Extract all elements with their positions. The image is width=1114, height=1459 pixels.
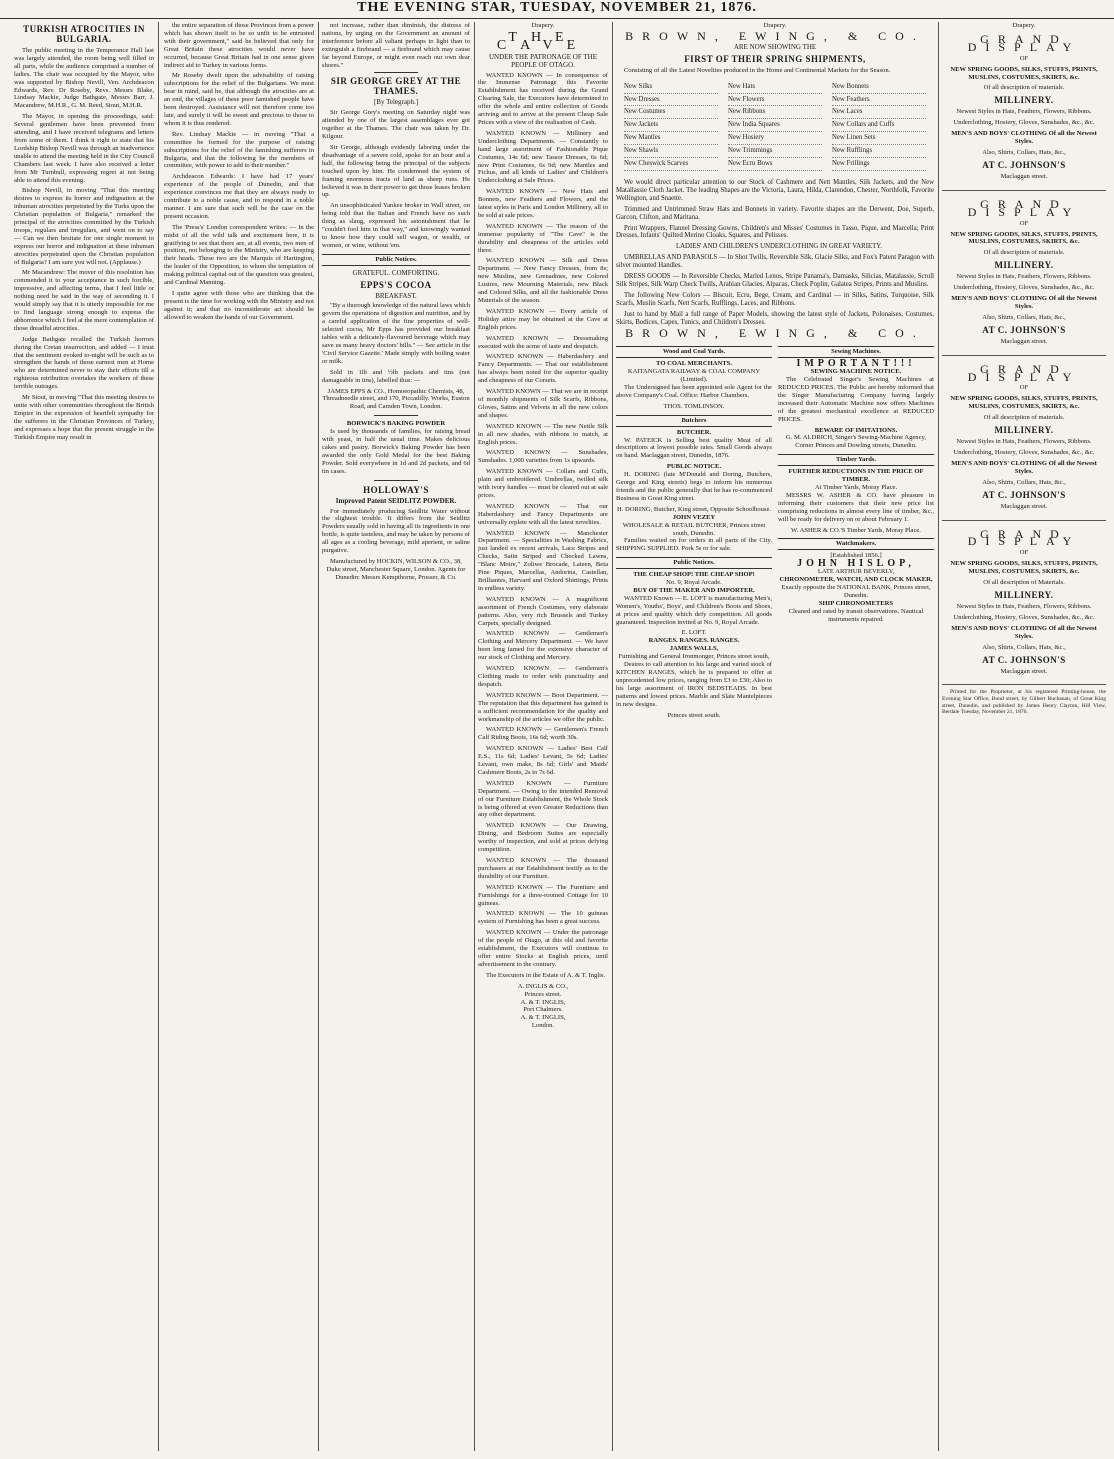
column-rule <box>474 22 475 1451</box>
ad-line: Newest Styles in Hats, Feathers, Flowers, Ribbons. <box>956 273 1092 281</box>
ad-goods: NEW SPRING GOODS, SILKS, STUFFS, PRINTS, MUSLINS, COSTUMES, SKIRTS, &c. <box>950 395 1098 411</box>
ad-body: The Undersigned has been appointed sole Agent for the above Company's Coal. Office: Harbor Chambers. <box>616 384 772 399</box>
section-header: Public Notices. <box>322 254 470 266</box>
list-item: New Hosiery <box>728 134 822 145</box>
column-sir-george-grey <box>322 22 470 1451</box>
executors-note: The Executors in the Estate of A. & T. Inglis. <box>486 971 606 979</box>
ad-line: Underclothing, Hosiery, Gloves, Sunshades, &c., &c. <box>953 613 1095 621</box>
ad-section-title: MILLINERY. <box>994 260 1054 271</box>
ad-goods: NEW SPRING GOODS, SILKS, STUFFS, PRINTS, MUSLINS, COSTUMES, SKIRTS, &c. <box>950 65 1098 81</box>
items-grid <box>624 83 926 171</box>
wanted-known-item: WANTED KNOWN — Under the patronage of the people of Otago, at this old and favorite establishment, the Executors will continue to offer entire Stocks at English prices, until advertisement to the contrary. <box>478 929 608 968</box>
section-header: Watchmakers. <box>778 538 934 550</box>
list-item: New Rufflings <box>832 147 926 158</box>
masthead: THE EVENING STAR, TUESDAY, NOVEMBER 21, 1876. <box>0 0 1114 19</box>
list-item: New Feathers <box>832 96 926 107</box>
wanted-known-item: WANTED KNOWN — New Hats and Bonnets, new Feathers and Flowers, and the latest styles in Paris and London Millinery, all to be sold at sale prices. <box>478 188 608 219</box>
column-rule <box>938 22 939 1451</box>
list-item: New Costumes <box>624 108 718 119</box>
list-item: New Laces <box>832 108 926 119</box>
signoff-line: Port Chalmers. <box>523 1006 563 1014</box>
ad-subtitle: BUY OF THE MAKER AND IMPORTER. <box>633 586 755 594</box>
article-paragraph: the entire separation of those Provinces from a power which has shown itself to be so unfit to be entrusted with their government," said he believed that only for Great Britain these atrocities would never have occurred, because Great Britain had in one sense given indirect aid to Turkey in various forms. <box>164 22 314 69</box>
section-header: Wood and Coal Yards. <box>616 346 772 358</box>
ad-of: OF <box>1019 384 1029 392</box>
holloway-ad <box>322 485 470 582</box>
ad-subtitle: UNDER THE PATRONAGE OF THE PEOPLE OF OTAGO. <box>489 52 597 69</box>
ad-title: IMPORTANT!!! <box>796 358 916 370</box>
ad-line: MEN'S AND BOYS' CLOTHING Of all the Newest Styles. <box>951 459 1097 475</box>
ad-of: OF <box>1019 219 1029 227</box>
category-label: Drapery. <box>763 22 787 29</box>
ad-subtitle: SEWING MACHINE NOTICE. <box>810 368 902 376</box>
ad-line: Newest Styles in Hats, Feathers, Flowers, Ribbons. <box>956 602 1092 610</box>
ad-line: Newest Styles in Hats, Feathers, Flowers, Ribbons. <box>956 108 1092 116</box>
ad-subtitle: ARE NOW SHOWING THE <box>733 42 817 51</box>
ad-of: OF <box>1019 549 1029 557</box>
signoff-line: A. & T. INGLIS, <box>520 1014 566 1022</box>
column-the-cave <box>478 22 608 1451</box>
wanted-known-item: WANTED KNOWN — Sunshades, Sunshades. 1,000 varieties from 1s upwards. <box>478 449 608 465</box>
wanted-known-item: WANTED KNOWN — Gentlemen's French Calf Riding Boots, 16s 6d; worth 30s. <box>478 726 608 742</box>
ad-title: THE CAVE <box>496 29 590 53</box>
wanted-known-item: WANTED KNOWN — Every article of Holiday attire may be obtained at the Cave at English prices. <box>478 307 608 331</box>
ad-body: For immediately producing Seidlitz Water without the slightest trouble. It differs from the Seidlitz Powders usually sold in having all its ingredients in one bottle, is quite tasteless, and may be taken by persons of all ages as a cooling beverage, mild aperient, or saline purgative. <box>322 507 470 555</box>
ad-body: The Celebrated Singer's Sewing Machines at REDUCED PRICES. The Public are hereby informed that the Singer Manufacturing Company having largely increased their Automatic Machine now offers Machines of the greatest mechanical excellence at REDUCED PRICES. <box>778 376 934 423</box>
printer-imprint: Printed for the Proprietor, at his registered Printing-house, the Evening Star Office, Bond street, by Gilbert Buchanan, of Great King street, Dunedin, and published by James Henry Clayton, Hill View, Berdale Tuesday, November 21, 1876. <box>942 689 1106 716</box>
wanted-known-item: WANTED KNOWN — Haberdashery and Fancy Departments. — That our establishment has always been noted for the superior quality and cheapness of our Corsets. <box>478 353 608 385</box>
ad-address: Maclaggan street. <box>1000 502 1048 510</box>
list-item: New India Squares <box>728 121 822 132</box>
ad-footer-title: BROWN, EWING, & CO. <box>625 326 925 341</box>
grand-display-ad <box>942 360 1106 521</box>
ad-address: No. 9, Royal Arcade. <box>666 579 722 587</box>
article-title: SIR GEORGE GREY AT THE THAMES. <box>330 76 462 97</box>
grand-display-ad <box>942 30 1106 191</box>
ad-of: OF <box>1019 54 1029 62</box>
ad-body: Families waited on for orders in all parts of the City. SHIPPING SUPPLIED. Pork 5s or for sale. <box>616 537 772 553</box>
ad-title: GRAND DISPLAY <box>967 31 1081 54</box>
column-continuation <box>164 22 314 1451</box>
ad-name: H. DORING, Butcher, King street, Opposite Schoolhouse. <box>616 505 772 513</box>
article-paragraph: Mr Macandrew: The mover of this resolution has commended it to your acceptance in such forcible, impressive, and affecting terms, that I feel little or nothing need be said in the way of seconding it. I would simply say that it is utterly impossible for me to find language strong enough to express the abhorrence which I feel at the mere contemplation of those dreadful atrocities. <box>14 269 154 332</box>
article-paragraph: The Mayor, in opening the proceedings, said: Several gentlemen have been prevented from attending, and I have received telegrams and letters from some of them. I think it right to state that his Lordship Bishop Nevill was through an inadvertence unable to attend the meeting held in the City Council Chambers last week. I have also received a letter from Mr Turnbull, expressing regret at not being able to attend this evening. <box>14 113 154 184</box>
ad-address: Maclaggan street. <box>1000 667 1048 675</box>
ad-title: BROWN, EWING, & CO. <box>625 28 925 43</box>
ad-line: Underclothing, Hosiery, Gloves, Sunshades, &c., &c. <box>953 449 1095 456</box>
list-item: New Flowers <box>728 96 822 107</box>
article-paragraph: Mr Roseby dwelt upon the advisability of raising subscriptions for the relief of the Bulgarians. We must bear in mind, said he, that although the atrocities are at an end, the villages of these poor famished people have been destroyed. Assistance will not therefore come too late, and surely it will be sweet and precious to those to whom it is thus rendered. <box>164 72 314 127</box>
grand-display-ad <box>942 525 1106 686</box>
ad-body-block <box>616 179 934 327</box>
ad-paragraph: The following New Colors — Biscuit, Ecru, Bege, Cream, and Cardinal — in Silks, Satins, Turquoise, Silk Scarfs, Muslin Scarfs, Nett Scarfs, Rufflings, Laces, and Ribbons. <box>616 291 934 307</box>
ad-line: Also, Shirts, Collars, Hats, &c., <box>982 643 1066 651</box>
ad-title: GRAND DISPLAY <box>967 526 1081 549</box>
ad-subtitle: Of all description of Materials. <box>983 579 1065 587</box>
article-paragraph: Archdeacon Edwards: I have had 17 years' experience of the people of Dunedin, and that experience convinces me that they are always ready to contribute to a noble cause, and to respond in a noble manner. I am sure that such will be the case on the present occasion. <box>164 173 314 220</box>
ad-address: Maclaggan street. <box>1000 337 1048 345</box>
ad-body: H. DORING (late M'Donald and Doring, Butchers, George and King streets) begs to inform his numerous friends and the public generally that he has re-commenced Business in Great King street. <box>616 471 772 502</box>
ad-line: MEN'S AND BOYS' CLOTHING Of all the Newest Styles. <box>951 295 1097 310</box>
ad-name: JAMES WALLS, <box>669 645 719 653</box>
signoff-line: Princes street. <box>524 990 562 998</box>
ad-maker: Manufactured by HOCKIN, WILSON & CO., 38, Duke street, Manchester Square, London. Agents for Dunedin: Messrs Kempthorne, Prosser, & Co. <box>326 557 466 581</box>
ad-section-title: MILLINERY. <box>994 425 1054 436</box>
article-paragraph: Sir George Grey's meeting on Saturday night was attended by one of the largest assemblages ever got together at the Thames. The chair was taken by Dr. Kilgour. <box>322 109 470 141</box>
ad-subtitle: Of all description of materials. <box>983 84 1065 92</box>
column-rule <box>158 22 159 1451</box>
ad-address: Exactly opposite the NATIONAL BANK, Princes street, Dunedin. <box>781 583 931 599</box>
ad-title: GRAND DISPLAY <box>967 361 1081 384</box>
ad-vendor: AT C. JOHNSON'S <box>982 489 1066 500</box>
ad-title: BORWICK'S BAKING POWDER <box>346 420 446 428</box>
wanted-known-item: WANTED KNOWN — Furniture Department. — Owing to the intended Removal of our Furniture Establishment, the Whole Stock is being offered at even Greater Reductions than any other department. <box>478 779 608 819</box>
list-item: New Hats <box>728 83 822 94</box>
wanted-known-item: WANTED KNOWN — In consequence of the Immense Patronage this Favorite Establishment has received during the Grand Clearing Sale, the Executors have determined to offer the whole and entire collection of Goods arriving and to arrive at the present Cheap Sale Prices with a view of the realisation of Cash. <box>478 71 608 126</box>
lower-ads <box>616 342 934 719</box>
list-item: New Dresses <box>624 96 718 107</box>
ad-paragraph: Print Wrappers, Flannel Dressing Gowns, Children's and Misses' Costumes in Tasso, Pique, and Marcella; Print Dresses, Infants' Quilted Merino Cloaks, Squares, and Pelisses. <box>616 224 934 240</box>
ad-line: Underclothing, Hosiery, Gloves, Sunshades, &c., &c. <box>953 284 1095 292</box>
wanted-known-item: WANTED KNOWN — Boot Department. — The reputation that this department has gained is a sufficient recommendation for the quality and workmanship of the articles we offer the public. <box>478 691 608 723</box>
list-item: New Shawls <box>624 147 718 158</box>
ad-subtitle: At Timber Yards, Moray Place. <box>814 483 898 491</box>
wanted-known-item: WANTED KNOWN — Collars and Cuffs, plain and embroidered. Umbrellas, twilled silk with ivory handles — must be cleared out at sale prices. <box>478 468 608 499</box>
category-label: Drapery. <box>531 22 555 29</box>
ad-section-title: MILLINERY. <box>994 95 1054 106</box>
ad-footer: Princes street south. <box>667 711 721 719</box>
ad-body: Desires to call attention to his large and varied stock of KITCHEN RANGES, which he is prepared to offer at unprecedented low prices, ranging from £3 to £30; Also to his large assortment of IRON BEDSTEADS. In best patterns and lowest prices. Marble and Slate Mantelpieces in new designs. <box>616 661 772 708</box>
byline: [By Telegraph.] <box>373 98 419 107</box>
article-paragraph: not increase, rather than diminish, the distress of nations, by urging on the Government an amount of interference before all valiant perhaps to light than to extinguish a firebrand — a firebrand which may cause far beyond Europe, or might even reach our own dear shores." <box>322 22 470 69</box>
ad-body: Sold in 1lb and ½lb packets and tins (not damageable in tins), labelled thus: — <box>322 368 470 384</box>
borwick-ad <box>322 420 470 475</box>
signoff <box>478 983 608 1030</box>
ad-line: Newest Styles in Hats, Feathers, Flowers, Ribbons. <box>956 438 1092 446</box>
wanted-known-item: WANTED KNOWN — Gentlemen's Clothing and Mercery Department. — We have been long famed for the extensive character of our stock of Clothing and Mercery. <box>478 630 608 662</box>
wanted-known-item: WANTED KNOWN — Manchester Department. — Specialities in Washing Fabrics, just landed ex recent arrivals, Lace Stripes and Checks, Satin Striped and Checked Lawns, "Blanc Moire," Zoliwe Brocade, Lateen, Beta Pine Piques, Marcellas, Andorina, Castellan, Brilliantes, Harvard and Oxford Shirtings, Prints in endless variety. <box>478 529 608 592</box>
category-label: Drapery. <box>1012 22 1036 29</box>
ad-goods: NEW SPRING GOODS, SILKS, STUFFS, PRINTS, MUSLINS, COSTUMES, SKIRTS, &c. <box>950 230 1098 246</box>
ad-body: "By a thorough knowledge of the natural laws which govern the operations of digestion and nutrition, and by a careful application of the fine properties of well-selected cocoa, Mr Epps has provided our breakfast tables with a delicately-flavoured beverage which may save us many heavy doctors' bills." — See article in the 'Civil Service Gazette.' Made simply with boiling water or milk. <box>322 302 470 365</box>
ad-title: PUBLIC NOTICE. <box>666 463 722 471</box>
ad-paragraph: UMBRELLAS AND PARASOLS — In Shot Twills, Reversible Silk, Glacie Silks, and Fox's Patent Paragon with silver mounted Handles. <box>616 254 934 270</box>
wanted-known-item: WANTED KNOWN — That we are in receipt of monthly shipments of Silk Scarfs, Ribbons, Gloves, Satins and Velvets in all the new colors and shapes. <box>478 388 608 419</box>
section-header: Sewing Machines. <box>778 346 934 358</box>
ad-established: [Established 1856.] <box>830 552 882 560</box>
ad-address: Maclaggan street. <box>1000 172 1048 180</box>
ad-name: W. ASHER & CO.'S Timber Yards, Moray Place. <box>791 526 921 534</box>
ad-name: G. M. ALDRICH, Singer's Sewing-Machine Agency, Corner Princes and Dowling streets, Dunedin. <box>785 434 927 450</box>
column-rule <box>318 22 319 1451</box>
wanted-known-item: WANTED KNOWN — Gentlemen's Clothing made to order with punctuality and despatch. <box>478 665 608 688</box>
ad-title: BUTCHER. <box>676 428 712 436</box>
ad-subtitle: Furnishing and General Ironmonger, Princes street south, <box>618 653 770 661</box>
column-rule <box>612 22 613 1451</box>
signoff-line: A. INGLIS & CO., <box>517 982 569 990</box>
ad-line: MEN'S AND BOYS' CLOTHING Of all the Newest Styles. <box>951 130 1097 146</box>
ad-line: Underclothing, Hosiery, Gloves, Sunshades, &c., &c. <box>953 119 1095 127</box>
ad-vendor: AT C. JOHNSON'S <box>982 324 1066 335</box>
list-item: New Collars and Cuffs <box>832 121 926 132</box>
wanted-known-item: WANTED KNOWN — The new Nettle Silk in all new shades, with ribbons to match, at English prices. <box>478 422 608 446</box>
list-item: New Ribbons <box>728 108 822 119</box>
wanted-known-item: WANTED KNOWN — Our Drawing, Dining, and Bedroom Suites are especially worthy of inspection, and sold at prices defying competition. <box>478 822 608 854</box>
list-item: New Jackets <box>624 121 718 132</box>
list-item: New Bonnets <box>832 83 926 94</box>
ad-subtitle: Of all description of materials. <box>983 414 1065 422</box>
article-paragraph: Sir George, although evidently laboring under the disadvantage of a severe cold, spoke for an hour and a half, the following being the principal of the subjects touched upon by him. He condemned the system of framing enormous tracts of land as sheep runs. He believed it was in their power to get those leases broken up. <box>322 143 470 199</box>
ad-title: SHIP CHRONOMETERS <box>818 599 894 607</box>
divider <box>374 415 418 416</box>
article-paragraph: I quite agree with those who are thinking that the present is the time for working with the Ministry and not against it; and that no inconsiderate act should be allowed to weaken the hands of our Government. <box>164 290 314 321</box>
ad-title: JOHN HISLOP, <box>797 558 915 570</box>
signoff-line: A. & T. INGLIS, <box>520 998 566 1006</box>
ad-subtitle: Improved Patent SEIDLITZ POWDER. <box>335 496 457 505</box>
ad-body: W. PATEICK is Selling best quality Meat of all descriptions at lowest possible rates. Small Goods always on hand. Maclaggan street, Dunedin, 1876. <box>616 436 772 460</box>
list-item: New Silks <box>624 83 718 94</box>
ad-paragraph: Just to hand by Mail a full range of Paper Models, showing the latest style of Jackets, Polonaises, Costumes, Skirts, Bodices, Capes, Tunics, and Children's Dresses. <box>616 310 934 326</box>
ad-subtitle: WHOLESALE & RETAIL BUTCHER, Princes street south, Dunedin. <box>622 521 766 537</box>
article-paragraph: Bishop Nevill, in moving "That this meeting desires to express its horror and indignation at the inhuman atrocities perpetrated by the Turks upon the Christian population of Bulgaria," remarked the principal of the atrocities committed by the Turkish troops, regulars and irregulars, and went on to say — Can we then hesitate for one single moment to express our horror and indignation at these inhuman atrocities perpetrated upon the Christian population of Bulgaria? I am sure you will not. (Applause.) <box>14 187 154 266</box>
ad-subtitle: BREAKFAST. <box>375 291 417 300</box>
wanted-list <box>478 72 608 969</box>
article-paragraph: Judge Bathgate recalled the Turkish horrors during the Cretan insurrection, and added — I trust that the sentiment evoked to-night will be such as to strengthen the hands of those earnest men at Home who are determined never to stay their efforts till a righteous retribution overtakes the workers of these terrible outrages. <box>14 335 154 391</box>
ad-headline: FIRST OF THEIR SPRING SHIPMENTS, <box>684 53 866 64</box>
list-item: New Mantles <box>624 134 718 145</box>
ad-maker: JAMES EPPS & CO., Homoeopathic Chemists, 48, Threadneedle street, and 170, Piccadilly. Works, Euston Road, and Camden Town, London. <box>322 387 470 411</box>
list-item: New Linen Sets <box>832 134 926 145</box>
ad-subtitle: KAITANGATA RAILWAY & COAL COMPANY (Limited). <box>627 368 761 384</box>
ad-line: Also, Shirts, Collars, Hats, &c., <box>982 313 1066 321</box>
ad-name: THOS. TOMLINSON. <box>663 402 725 410</box>
wanted-known-item: WANTED KNOWN — The thousand purchasers at our Establishment testify as to the durability of our Furniture. <box>478 857 608 880</box>
ad-subtitle: Of all description of materials. <box>983 249 1065 257</box>
ad-title: GRAND DISPLAY <box>967 196 1081 219</box>
column-grand-display <box>942 22 1106 1451</box>
ad-paragraph: LADIES' AND CHILDREN'S UNDERCLOTHING IN GREAT VARIETY. <box>675 243 883 251</box>
ad-name: E. LOFT. <box>681 629 707 637</box>
ad-body: Consisting of all the Latest Novelties produced in the Home and Continental Markets for the Season. <box>624 66 891 74</box>
wanted-known-item: WANTED KNOWN — Ladies' Best Calf E.S., 11s 6d; Ladies' Levant, 5s 6d; Ladies' Levant, own make, 8s 6d; Girls' and Maids' Cashmere Boots, 2s to 7s 6d. <box>478 745 608 776</box>
ad-paragraph: We would direct particular attention to our Stock of Cashmere and Nett Mantles, Silk Jackets, and the New Matallassie Cloth Jacket. The leading Shapes are the Victoria, Laura, Hilda, Clarendon, Chester, Northfolk, Favorite Wellington, and Snaette. <box>616 178 934 202</box>
section-header: Butchers <box>616 415 772 427</box>
ad-kicker: GRATEFUL. COMFORTING. <box>352 268 440 277</box>
wanted-known-item: WANTED KNOWN — The 10 guineas system of Furnishing has been a great success. <box>478 910 608 926</box>
section-header: Public Notices. <box>616 557 772 569</box>
ad-body: MESSRS W. ASHER & CO. have pleasure in informing their customers that their new price list comprising reductions in almost every line of timber, &c., will be ready for delivery on or about February 1. <box>778 491 934 523</box>
article-title: TURKISH ATROCITIES IN BULGARIA. <box>23 24 145 44</box>
wanted-known-item: WANTED KNOWN — That our Haberdashery and Fancy Departments are universally replete with all the latest novelties. <box>478 502 608 526</box>
ad-vendor: AT C. JOHNSON'S <box>982 159 1066 170</box>
list-item: New Trimmings <box>728 147 822 158</box>
lower-right-ads <box>778 342 934 719</box>
ad-title: EPPS'S COCOA <box>360 279 432 290</box>
ad-goods: NEW SPRING GOODS, SILKS, STUFFS, PRINTS, MUSLINS, COSTUMES, SKIRTS, &c. <box>950 560 1098 576</box>
divider <box>374 72 418 73</box>
article-paragraph: An unsophisticated Yankee broker in Wall street, on being told that the Italian and French have no such thing as slang, expressed his astonishment that he "couldn't fool him in that way," and knowingly wanted to know how they could sell wagon, or wealth, or women, or wine, without 'em. <box>322 202 470 249</box>
ad-paragraph: DRESS GOODS — In Reversible Checks, Marled Lenos, Stripe Panama's, Damasks, Silicias, Matalassie, Scroll Silk Stripes, Silk Warp Check Twills, Arabian Glacies, Alpacas, Check Poplin, Galatea Stripes, Prints and Muslins. <box>616 273 934 288</box>
ad-title: FURTHER REDUCTIONS IN THE PRICE OF TIMBER. <box>788 468 924 484</box>
ad-line: Also, Shirts, Collars, Hats, &c., <box>982 478 1066 486</box>
article-paragraph: Rev. Lindsay Mackie — in moving "That a committee be formed for the purpose of raising subscriptions for the relief of the famishing sufferers in Bulgaria, and that the following be the members of committee, with power to add to their number." <box>164 130 314 170</box>
ad-body: Is used by thousands of families, for raising bread with yeast, in half the usual time. Makes delicious cakes and pastry. Borwick's Baking Powder has been awarded the only Gold Medal for the best Baking Powder. Sold everywhere in 1d and 2d packets, and 6d tin cases. <box>322 428 470 475</box>
column-brown-ewing <box>616 22 934 1451</box>
divider <box>374 480 418 481</box>
ad-title: RANGES. RANGES. RANGES. <box>648 637 740 645</box>
article-paragraph: Mr Stout, in moving "That this meeting desires to unite with other communities throughout the British Empire in the expression of heartfelt sympathy for the sufferers in the Christian Provinces of Turkey, and expresses a hope that the present struggle in the Turkish Empire may result in <box>14 394 154 441</box>
ad-body: Cleaned and rated by transit observations. Nautical instruments repaired. <box>788 607 924 623</box>
article-paragraph: The 'Press's' London correspondent writes: — In the midst of all the wild talk and excitement here, it is gratifying to see that there are, at all events, two men of position, not belonging to the Ministry, who are keeping their heads. These two are the Marquis of Hartington, the leader of the Opposition, to whom the temptation of making political capital out of the question was greatest, and Cardinal Manning. <box>164 223 314 287</box>
list-item: New Ecru Bows <box>728 160 822 171</box>
signoff-line: London. <box>531 1022 555 1030</box>
ad-line: MEN'S AND BOYS' CLOTHING Of all the Newest Styles. <box>951 624 1097 640</box>
wanted-known-item: WANTED KNOWN — A magnificent assortment of French Costumes, very elaborate patterns. Also, very rich Brussels and Turkey Carpets, specially designed. <box>478 595 608 627</box>
ad-body: WANTED Known — E. LOFT is manufacturing Men's, Women's, Youths', Boys', and Children's Boots and Shoes, at prices and quality which defy competition. All goods guaranteed. Inspection invited at No. 9, Royal Arcade. <box>616 594 772 626</box>
section-header: Timber Yards. <box>778 454 934 466</box>
wanted-known-item: WANTED KNOWN — Dressmaking executed with the acme of taste and despatch. <box>478 334 608 350</box>
ad-paragraph: Trimmed and Untrimmed Straw Hats and Bonnets in variety. Favorite shapes are the Derwent, Doe, Superb, Garcon, Clifton, and Maritana. <box>616 205 934 221</box>
ad-subtitle: CHRONOMETER, WATCH, AND CLOCK MAKER, <box>779 576 933 584</box>
list-item: New Cheswick Scarves <box>624 160 718 171</box>
ad-vendor: AT C. JOHNSON'S <box>982 654 1066 665</box>
display-blocks <box>942 30 1106 686</box>
ad-title: THE CHEAP SHOP! THE CHEAP SHOP! <box>633 571 755 579</box>
ad-line: Also, Shirts, Collars, Hats, &c., <box>982 148 1066 156</box>
epps-cocoa-ad <box>322 270 470 412</box>
ad-subtitle: LATE ARTHUR BEVERLY, <box>817 568 895 576</box>
ad-title: JOHN VEZEY <box>672 513 716 521</box>
wanted-known-item: WANTED KNOWN — Millinery and Underclothing Departments. — Constantly to hand large assortment of Fashionable Pique Costumes, 14s 6d; new Tassor Dresses, 6s 6d; new Print Costumes, 6s 9d; new Mantles and Fichus, and all kinds of Ladies' and Children's Underclothing at Sale Prices. <box>478 129 608 185</box>
list-item: New Frillings <box>832 160 926 171</box>
wanted-known-item: WANTED KNOWN — The reason of the immense popularity of "The Cave" is the durability and cheapness of the articles sold there. <box>478 222 608 254</box>
article-paragraph: The public meeting in the Temperance Hall last was largely attended, the room being well filled in all parts, while the audience comprised a number of ladies. The chair was occupied by the Mayor, who was supported by Bishop Nevill, Ven. Archdeacon Edwards, Rev. Dr Roseby, Revs. Messrs Blake, Lindsay Mackie, Judge Bathgate, Messrs Barr, J. Macandrew, M.H.R., G. M. Reed, Stout, M.H.R. <box>14 47 154 110</box>
lower-left-ads <box>616 342 772 719</box>
ad-title: HOLLOWAY'S <box>363 484 429 495</box>
column-turkish-atrocities <box>14 22 154 1451</box>
ad-title: TO COAL MERCHANTS. <box>656 360 732 368</box>
ad-warning: BEWARE OF IMITATIONS. <box>814 426 898 434</box>
ad-section-title: MILLINERY. <box>994 589 1054 600</box>
wanted-known-item: WANTED KNOWN — The Furniture and Furnishings for a three-roomed Cottage for 10 guineas. <box>478 883 608 907</box>
wanted-known-item: WANTED KNOWN — Silk and Dress Department. — New Fancy Dresses, from 8s; new Muslins, new Grenadines, new Colored Lustres, new Mourning Materials, new Black and Colored Silks, and all the fashionable Dress Materials of the season. <box>478 257 608 304</box>
grand-display-ad <box>942 195 1106 356</box>
